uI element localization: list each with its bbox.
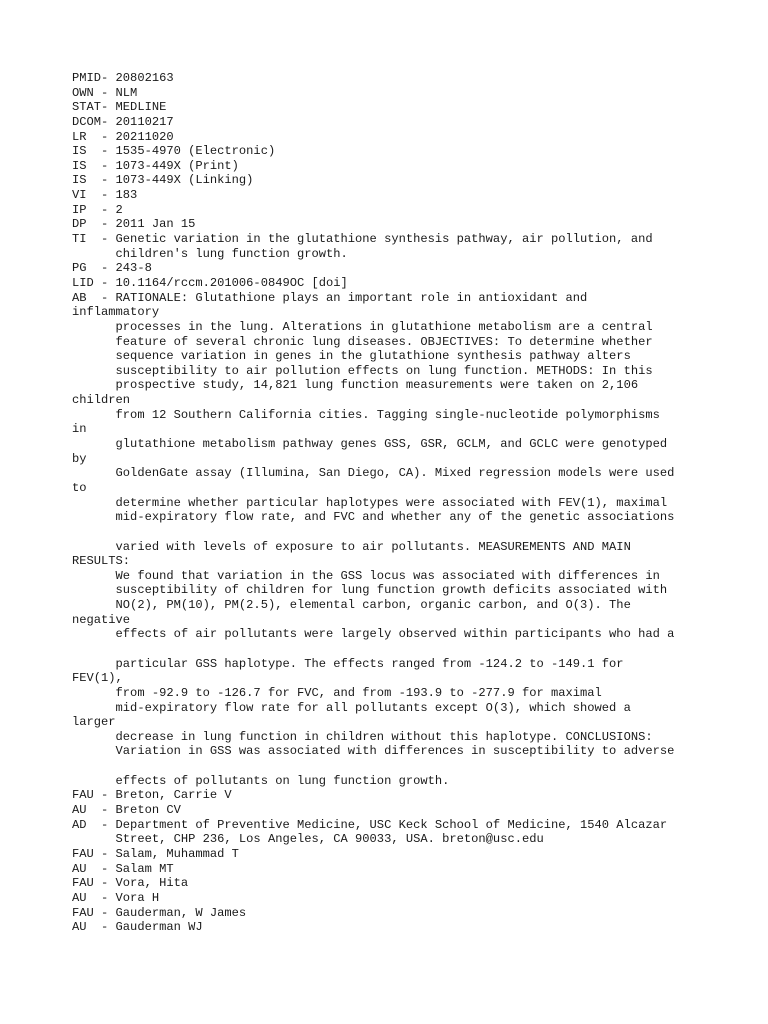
record-line: FEV(1), [72,671,123,686]
record-line: FAU - Salam, Muhammad T [72,846,239,861]
record-line: FAU - Vora, Hita [72,876,189,891]
record-line: FAU - Breton, Carrie V [72,788,232,803]
record-line: AU - Gauderman WJ [72,920,203,935]
record-line: AB - RATIONALE: Glutathione plays an important role in antioxidant and [72,290,588,305]
record-line: larger [72,715,116,730]
record-line: Variation in GSS was associated with differences in susceptibility to adverse [72,744,675,759]
record-line: GoldenGate assay (Illumina, San Diego, CA). Mixed regression models were used [72,466,675,481]
record-line: varied with levels of exposure to air pollutants. MEASUREMENTS AND MAIN [72,539,631,554]
record-line: glutathione metabolism pathway genes GSS, GSR, GCLM, and GCLC were genotyped [72,437,668,452]
record-line: by [72,451,87,466]
record-line: AD - Department of Preventive Medicine, USC Keck School of Medicine, 1540 Alcazar [72,817,668,832]
record-line: children's lung function growth. [72,246,348,261]
record-line [72,525,762,540]
record-line [72,642,762,657]
record-line: AU - Salam MT [72,861,174,876]
record-line: RESULTS: [72,554,131,569]
medline-record [72,71,762,935]
record-line: particular GSS haplotype. The effects ranged from -124.2 to -149.1 for [72,656,624,671]
record-line: IS - 1073-449X (Linking) [72,173,254,188]
record-line [72,759,762,774]
record-line: FAU - Gauderman, W James [72,905,247,920]
record-line: NO(2), PM(10), PM(2.5), elemental carbon, organic carbon, and O(3). The [72,598,631,613]
record-line: IS - 1535-4970 (Electronic) [72,144,276,159]
record-line: children [72,393,131,408]
record-line: mid-expiratory flow rate for all pollutants except O(3), which showed a [72,700,631,715]
record-line: effects of air pollutants were largely observed within participants who had a [72,627,675,642]
record-line: from 12 Southern California cities. Tagging single-nucleotide polymorphisms [72,407,660,422]
record-line: sequence variation in genes in the glutathione synthesis pathway alters [72,349,631,364]
record-line: effects of pollutants on lung function growth. [72,773,450,788]
record-line: STAT- MEDLINE [72,100,167,115]
record-line: LR - 20211020 [72,129,174,144]
record-line: LID - 10.1164/rccm.201006-0849OC [doi] [72,275,348,290]
record-line: to [72,480,87,495]
record-line: PG - 243-8 [72,261,152,276]
record-line: processes in the lung. Alterations in glutathione metabolism are a central [72,319,653,334]
record-line: susceptibility to air pollution effects on lung function. METHODS: In this [72,363,653,378]
record-line: IS - 1073-449X (Print) [72,158,239,173]
record-line: determine whether particular haplotypes were associated with FEV(1), maximal [72,495,668,510]
record-line: susceptibility of children for lung function growth deficits associated with [72,583,668,598]
record-line: TI - Genetic variation in the glutathione synthesis pathway, air pollution, and [72,232,653,247]
record-line: Street, CHP 236, Los Angeles, CA 90033, USA. breton@usc.edu [72,832,544,847]
record-line: in [72,422,87,437]
record-line: from -92.9 to -126.7 for FVC, and from -193.9 to -277.9 for maximal [72,685,602,700]
record-line: VI - 183 [72,188,138,203]
record-line: PMID- 20802163 [72,71,174,85]
record-line: feature of several chronic lung diseases. OBJECTIVES: To determine whether [72,334,653,349]
record-line: OWN - NLM [72,85,138,100]
record-line: We found that variation in the GSS locus was associated with differences in [72,568,660,583]
record-line: mid-expiratory flow rate, and FVC and whether any of the genetic associations [72,510,675,525]
record-line: negative [72,612,131,627]
record-line: prospective study, 14,821 lung function measurements were taken on 2,106 [72,378,639,393]
record-line: inflammatory [72,305,160,320]
record-line: DCOM- 20110217 [72,114,174,129]
record-line: decrease in lung function in children without this haplotype. CONCLUSIONS: [72,729,653,744]
record-line: AU - Vora H [72,890,160,905]
record-line: IP - 2 [72,202,123,217]
record-line: AU - Breton CV [72,803,181,818]
record-line: DP - 2011 Jan 15 [72,217,196,232]
